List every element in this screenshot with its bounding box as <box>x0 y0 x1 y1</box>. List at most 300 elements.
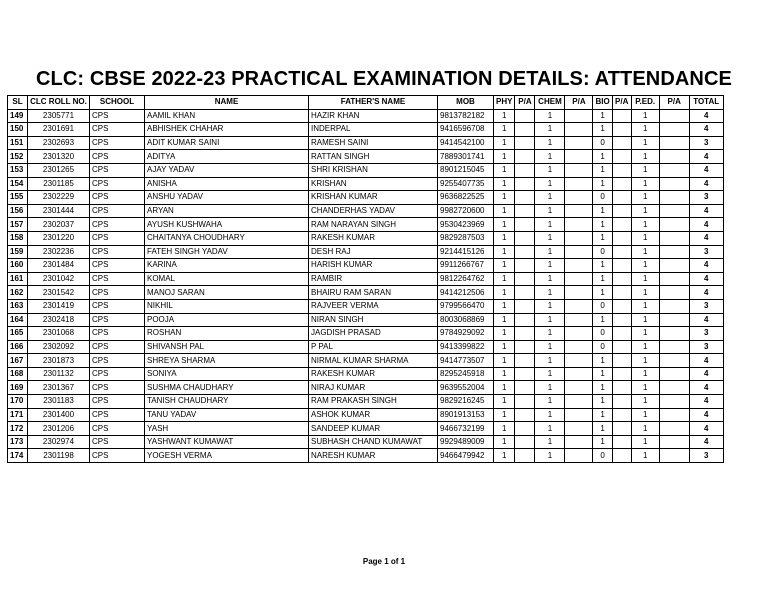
cell-total: 3 <box>689 449 723 463</box>
cell-name: YOGESH VERMA <box>145 449 309 463</box>
header-chem: CHEM <box>535 96 565 110</box>
table-row <box>8 381 724 395</box>
cell-ped: 1 <box>631 245 659 259</box>
cell-school: CPS <box>90 286 145 300</box>
cell-pa <box>612 231 631 245</box>
cell-pa <box>515 435 535 449</box>
cell-pa <box>565 340 593 354</box>
cell-mob: 9813782182 <box>438 109 494 123</box>
cell-school: CPS <box>90 259 145 273</box>
cell-school: CPS <box>90 272 145 286</box>
cell-roll-no: 2301265 <box>28 163 90 177</box>
cell-mob: 9812264762 <box>438 272 494 286</box>
cell-mob: 9416596708 <box>438 123 494 137</box>
cell-bio: 0 <box>593 245 612 259</box>
cell-father-name: RAJVEER VERMA <box>309 299 438 313</box>
cell-name: SONIYA <box>145 367 309 381</box>
cell-pa <box>659 354 689 368</box>
cell-pa <box>612 327 631 341</box>
cell-mob: 9255407735 <box>438 177 494 191</box>
cell-pa <box>659 163 689 177</box>
cell-school: CPS <box>90 191 145 205</box>
cell-ped: 1 <box>631 259 659 273</box>
cell-bio: 1 <box>593 395 612 409</box>
cell-ped: 1 <box>631 449 659 463</box>
cell-phy: 1 <box>494 367 515 381</box>
cell-pa <box>565 204 593 218</box>
cell-ped: 1 <box>631 354 659 368</box>
cell-chem: 1 <box>535 245 565 259</box>
cell-school: CPS <box>90 327 145 341</box>
cell-father-name: HARISH KUMAR <box>309 259 438 273</box>
cell-name: AAMIL KHAN <box>145 109 309 123</box>
cell-roll-no: 2301542 <box>28 286 90 300</box>
cell-father-name: KRISHAN <box>309 177 438 191</box>
cell-school: CPS <box>90 123 145 137</box>
cell-pa <box>565 313 593 327</box>
cell-name: KOMAL <box>145 272 309 286</box>
cell-chem: 1 <box>535 191 565 205</box>
cell-name: AYUSH KUSHWAHA <box>145 218 309 232</box>
cell-bio: 1 <box>593 123 612 137</box>
cell-roll-no: 2301691 <box>28 123 90 137</box>
cell-roll-no: 2301419 <box>28 299 90 313</box>
cell-ped: 1 <box>631 150 659 164</box>
cell-ped: 1 <box>631 313 659 327</box>
cell-bio: 1 <box>593 218 612 232</box>
cell-name: ANSHU YADAV <box>145 191 309 205</box>
cell-pa <box>565 272 593 286</box>
cell-pa <box>565 354 593 368</box>
cell-chem: 1 <box>535 286 565 300</box>
table-body <box>8 109 724 462</box>
cell-bio: 0 <box>593 299 612 313</box>
cell-pa <box>612 204 631 218</box>
cell-pa <box>515 327 535 341</box>
cell-roll-no: 2302229 <box>28 191 90 205</box>
cell-chem: 1 <box>535 177 565 191</box>
table-row <box>8 408 724 422</box>
cell-pa <box>612 150 631 164</box>
cell-pa <box>565 259 593 273</box>
cell-ped: 1 <box>631 191 659 205</box>
cell-pa <box>612 422 631 436</box>
cell-roll-no: 2301484 <box>28 259 90 273</box>
cell-sl: 170 <box>8 395 28 409</box>
cell-phy: 1 <box>494 286 515 300</box>
cell-bio: 1 <box>593 109 612 123</box>
cell-bio: 1 <box>593 259 612 273</box>
cell-school: CPS <box>90 218 145 232</box>
cell-bio: 0 <box>593 191 612 205</box>
cell-bio: 0 <box>593 327 612 341</box>
cell-father-name: INDERPAL <box>309 123 438 137</box>
cell-ped: 1 <box>631 109 659 123</box>
cell-ped: 1 <box>631 299 659 313</box>
cell-bio: 1 <box>593 354 612 368</box>
cell-mob: 9639552004 <box>438 381 494 395</box>
cell-pa <box>612 177 631 191</box>
header-pa: P/A <box>612 96 631 110</box>
table-row <box>8 259 724 273</box>
cell-mob: 9929489009 <box>438 435 494 449</box>
cell-total: 4 <box>689 395 723 409</box>
cell-pa <box>612 191 631 205</box>
cell-pa <box>612 299 631 313</box>
cell-phy: 1 <box>494 123 515 137</box>
cell-phy: 1 <box>494 177 515 191</box>
cell-bio: 1 <box>593 435 612 449</box>
table-row <box>8 245 724 259</box>
cell-bio: 1 <box>593 422 612 436</box>
cell-pa <box>659 204 689 218</box>
cell-chem: 1 <box>535 354 565 368</box>
cell-phy: 1 <box>494 395 515 409</box>
cell-roll-no: 2301185 <box>28 177 90 191</box>
cell-name: SHIVANSH PAL <box>145 340 309 354</box>
cell-name: CHAITANYA CHOUDHARY <box>145 231 309 245</box>
cell-pa <box>565 395 593 409</box>
cell-school: CPS <box>90 204 145 218</box>
cell-mob: 8901913153 <box>438 408 494 422</box>
cell-chem: 1 <box>535 150 565 164</box>
cell-name: ANISHA <box>145 177 309 191</box>
cell-roll-no: 2302092 <box>28 340 90 354</box>
cell-sl: 158 <box>8 231 28 245</box>
cell-phy: 1 <box>494 218 515 232</box>
header-pa: P/A <box>565 96 593 110</box>
cell-total: 4 <box>689 354 723 368</box>
cell-ped: 1 <box>631 231 659 245</box>
cell-sl: 174 <box>8 449 28 463</box>
cell-name: POOJA <box>145 313 309 327</box>
cell-sl: 159 <box>8 245 28 259</box>
table-row <box>8 109 724 123</box>
cell-father-name: RATTAN SINGH <box>309 150 438 164</box>
cell-pa <box>612 123 631 137</box>
cell-pa <box>659 435 689 449</box>
cell-bio: 1 <box>593 367 612 381</box>
cell-sl: 163 <box>8 299 28 313</box>
cell-total: 3 <box>689 191 723 205</box>
cell-sl: 150 <box>8 123 28 137</box>
header-roll-no: CLC ROLL NO. <box>28 96 90 110</box>
cell-sl: 155 <box>8 191 28 205</box>
cell-roll-no: 2301206 <box>28 422 90 436</box>
header-school: SCHOOL <box>90 96 145 110</box>
cell-father-name: SHRI KRISHAN <box>309 163 438 177</box>
cell-mob: 9799566470 <box>438 299 494 313</box>
cell-roll-no: 2302236 <box>28 245 90 259</box>
cell-pa <box>515 340 535 354</box>
cell-total: 4 <box>689 259 723 273</box>
cell-mob: 9530423969 <box>438 218 494 232</box>
cell-ped: 1 <box>631 136 659 150</box>
cell-pa <box>565 449 593 463</box>
cell-pa <box>515 408 535 422</box>
cell-name: MANOJ SARAN <box>145 286 309 300</box>
cell-pa <box>515 422 535 436</box>
cell-sl: 153 <box>8 163 28 177</box>
cell-phy: 1 <box>494 422 515 436</box>
cell-phy: 1 <box>494 204 515 218</box>
cell-name: TANISH CHAUDHARY <box>145 395 309 409</box>
cell-father-name: RAKESH KUMAR <box>309 231 438 245</box>
cell-phy: 1 <box>494 109 515 123</box>
cell-bio: 0 <box>593 340 612 354</box>
cell-sl: 168 <box>8 367 28 381</box>
cell-chem: 1 <box>535 408 565 422</box>
cell-roll-no: 2301444 <box>28 204 90 218</box>
cell-father-name: JAGDISH PRASAD <box>309 327 438 341</box>
cell-roll-no: 2302693 <box>28 136 90 150</box>
cell-father-name: HAZIR KHAN <box>309 109 438 123</box>
cell-pa <box>515 163 535 177</box>
cell-father-name: RAMBIR <box>309 272 438 286</box>
cell-pa <box>612 259 631 273</box>
header-sl: SL <box>8 96 28 110</box>
cell-pa <box>659 449 689 463</box>
cell-phy: 1 <box>494 449 515 463</box>
cell-pa <box>612 340 631 354</box>
header-name: NAME <box>145 96 309 110</box>
cell-name: ROSHAN <box>145 327 309 341</box>
cell-roll-no: 2301400 <box>28 408 90 422</box>
cell-mob: 9829216245 <box>438 395 494 409</box>
cell-pa <box>659 245 689 259</box>
cell-chem: 1 <box>535 435 565 449</box>
cell-pa <box>612 136 631 150</box>
cell-mob: 9414542100 <box>438 136 494 150</box>
cell-name: KARINA <box>145 259 309 273</box>
cell-roll-no: 2301873 <box>28 354 90 368</box>
cell-school: CPS <box>90 408 145 422</box>
cell-sl: 162 <box>8 286 28 300</box>
table-row <box>8 163 724 177</box>
cell-sl: 156 <box>8 204 28 218</box>
cell-name: YASH <box>145 422 309 436</box>
cell-pa <box>515 449 535 463</box>
cell-pa <box>612 367 631 381</box>
table-row <box>8 218 724 232</box>
cell-pa <box>515 272 535 286</box>
cell-roll-no: 2302974 <box>28 435 90 449</box>
cell-pa <box>515 245 535 259</box>
cell-sl: 172 <box>8 422 28 436</box>
table-row <box>8 299 724 313</box>
cell-father-name: NARESH KUMAR <box>309 449 438 463</box>
cell-chem: 1 <box>535 259 565 273</box>
cell-pa <box>565 422 593 436</box>
cell-phy: 1 <box>494 327 515 341</box>
cell-pa <box>515 313 535 327</box>
table-header-row <box>8 96 724 110</box>
cell-total: 4 <box>689 408 723 422</box>
cell-sl: 166 <box>8 340 28 354</box>
table-row <box>8 313 724 327</box>
cell-school: CPS <box>90 422 145 436</box>
cell-sl: 152 <box>8 150 28 164</box>
cell-roll-no: 2301132 <box>28 367 90 381</box>
cell-bio: 1 <box>593 286 612 300</box>
cell-roll-no: 2302418 <box>28 313 90 327</box>
cell-chem: 1 <box>535 340 565 354</box>
cell-pa <box>565 177 593 191</box>
table-row <box>8 354 724 368</box>
cell-pa <box>565 381 593 395</box>
cell-pa <box>565 435 593 449</box>
cell-pa <box>515 109 535 123</box>
cell-father-name: RAM PRAKASH SINGH <box>309 395 438 409</box>
table-row <box>8 136 724 150</box>
cell-phy: 1 <box>494 163 515 177</box>
cell-sl: 169 <box>8 381 28 395</box>
cell-chem: 1 <box>535 204 565 218</box>
cell-pa <box>515 204 535 218</box>
cell-mob: 8295245918 <box>438 367 494 381</box>
cell-mob: 9784929092 <box>438 327 494 341</box>
cell-father-name: RAM NARAYAN SINGH <box>309 218 438 232</box>
cell-phy: 1 <box>494 299 515 313</box>
cell-phy: 1 <box>494 381 515 395</box>
cell-total: 4 <box>689 204 723 218</box>
cell-bio: 1 <box>593 204 612 218</box>
table-row <box>8 177 724 191</box>
cell-ped: 1 <box>631 163 659 177</box>
cell-ped: 1 <box>631 204 659 218</box>
cell-phy: 1 <box>494 340 515 354</box>
cell-pa <box>659 191 689 205</box>
cell-pa <box>659 313 689 327</box>
header-ped: P.ED. <box>631 96 659 110</box>
cell-bio: 1 <box>593 408 612 422</box>
cell-pa <box>659 109 689 123</box>
cell-pa <box>515 123 535 137</box>
cell-pa <box>515 381 535 395</box>
cell-pa <box>612 435 631 449</box>
cell-pa <box>612 218 631 232</box>
cell-bio: 1 <box>593 231 612 245</box>
cell-mob: 9466479942 <box>438 449 494 463</box>
cell-bio: 1 <box>593 163 612 177</box>
cell-ped: 1 <box>631 381 659 395</box>
cell-ped: 1 <box>631 327 659 341</box>
header-bio: BIO <box>593 96 612 110</box>
cell-father-name: NIRAJ KUMAR <box>309 381 438 395</box>
cell-phy: 1 <box>494 408 515 422</box>
cell-name: TANU YADAV <box>145 408 309 422</box>
cell-total: 3 <box>689 327 723 341</box>
cell-name: YASHWANT KUMAWAT <box>145 435 309 449</box>
cell-name: FATEH SINGH YADAV <box>145 245 309 259</box>
cell-mob: 8901215045 <box>438 163 494 177</box>
cell-chem: 1 <box>535 299 565 313</box>
cell-sl: 165 <box>8 327 28 341</box>
cell-total: 4 <box>689 286 723 300</box>
header-total: TOTAL <box>689 96 723 110</box>
cell-chem: 1 <box>535 123 565 137</box>
cell-pa <box>515 231 535 245</box>
cell-name: SHREYA SHARMA <box>145 354 309 368</box>
cell-pa <box>565 123 593 137</box>
table-row <box>8 123 724 137</box>
cell-pa <box>565 163 593 177</box>
cell-pa <box>659 395 689 409</box>
cell-pa <box>659 177 689 191</box>
cell-sl: 171 <box>8 408 28 422</box>
cell-pa <box>565 299 593 313</box>
cell-father-name: NIRAN SINGH <box>309 313 438 327</box>
cell-name: SUSHMA CHAUDHARY <box>145 381 309 395</box>
cell-name: AJAY YADAV <box>145 163 309 177</box>
cell-chem: 1 <box>535 218 565 232</box>
cell-pa <box>659 381 689 395</box>
cell-pa <box>659 259 689 273</box>
cell-total: 4 <box>689 381 723 395</box>
cell-school: CPS <box>90 313 145 327</box>
cell-mob: 7889301741 <box>438 150 494 164</box>
cell-total: 4 <box>689 231 723 245</box>
cell-roll-no: 2301367 <box>28 381 90 395</box>
cell-pa <box>659 327 689 341</box>
cell-ped: 1 <box>631 272 659 286</box>
cell-school: CPS <box>90 340 145 354</box>
cell-total: 4 <box>689 272 723 286</box>
cell-total: 4 <box>689 422 723 436</box>
cell-roll-no: 2301320 <box>28 150 90 164</box>
cell-chem: 1 <box>535 449 565 463</box>
cell-total: 4 <box>689 435 723 449</box>
cell-pa <box>659 231 689 245</box>
cell-mob: 9414212506 <box>438 286 494 300</box>
cell-roll-no: 2301042 <box>28 272 90 286</box>
cell-chem: 1 <box>535 381 565 395</box>
cell-pa <box>515 299 535 313</box>
cell-pa <box>565 231 593 245</box>
cell-father-name: NIRMAL KUMAR SHARMA <box>309 354 438 368</box>
cell-pa <box>515 259 535 273</box>
cell-total: 4 <box>689 163 723 177</box>
header-phy: PHY <box>494 96 515 110</box>
cell-sl: 173 <box>8 435 28 449</box>
cell-ped: 1 <box>631 367 659 381</box>
cell-roll-no: 2301183 <box>28 395 90 409</box>
header-pa: P/A <box>515 96 535 110</box>
cell-pa <box>515 354 535 368</box>
page-number: Page 1 of 1 <box>362 557 406 566</box>
table-row <box>8 150 724 164</box>
table-row <box>8 286 724 300</box>
cell-ped: 1 <box>631 435 659 449</box>
cell-total: 4 <box>689 150 723 164</box>
cell-pa <box>515 218 535 232</box>
cell-sl: 161 <box>8 272 28 286</box>
header-mob: MOB <box>438 96 494 110</box>
cell-mob: 9214415126 <box>438 245 494 259</box>
cell-school: CPS <box>90 231 145 245</box>
cell-pa <box>612 449 631 463</box>
cell-bio: 1 <box>593 177 612 191</box>
cell-pa <box>659 367 689 381</box>
cell-bio: 1 <box>593 313 612 327</box>
cell-phy: 1 <box>494 136 515 150</box>
cell-pa <box>515 177 535 191</box>
cell-total: 4 <box>689 367 723 381</box>
table-row <box>8 340 724 354</box>
cell-ped: 1 <box>631 395 659 409</box>
cell-chem: 1 <box>535 313 565 327</box>
cell-pa <box>612 395 631 409</box>
